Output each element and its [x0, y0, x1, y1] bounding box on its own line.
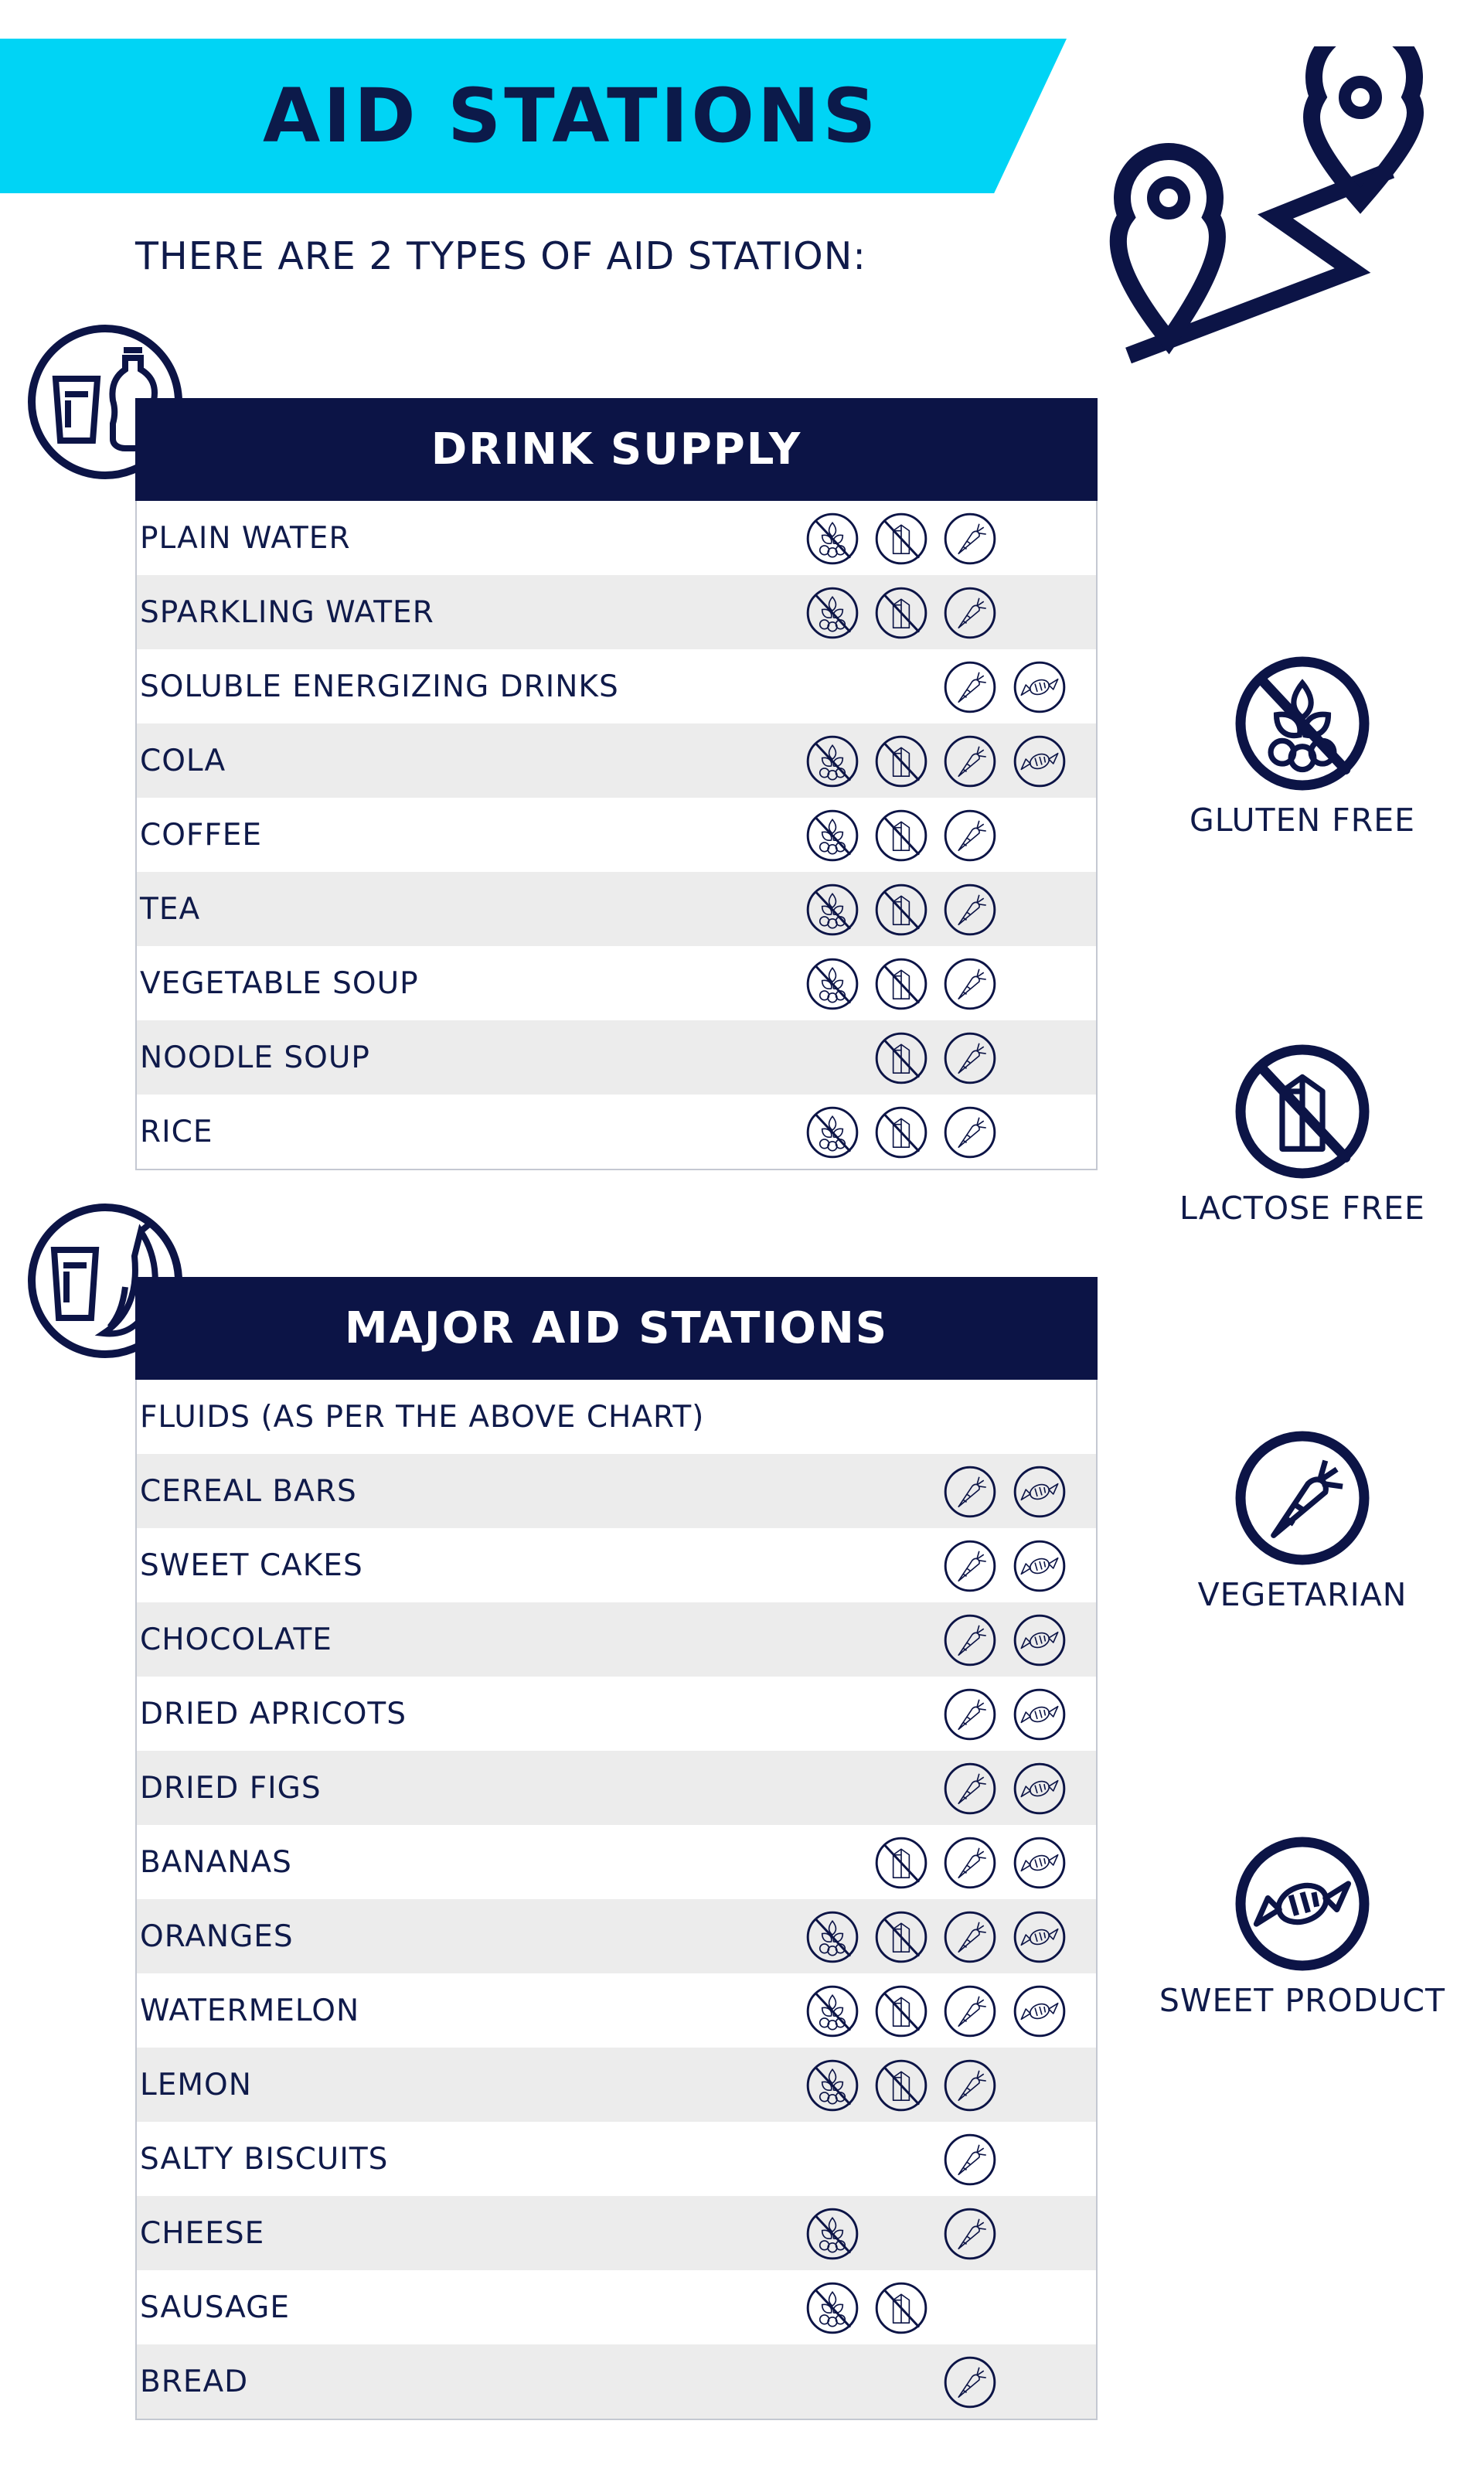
- drink-supply-heading: DRINK SUPPLY: [135, 398, 1098, 501]
- legend-label-vegetarian: VEGETARIAN: [1197, 1576, 1407, 1613]
- row-label: SWEET CAKES: [140, 1547, 363, 1583]
- table-row: [137, 946, 1096, 1020]
- table-row: [137, 1528, 1096, 1602]
- row-label: COLA: [140, 743, 226, 778]
- row-label: SALTY BISCUITS: [140, 2141, 389, 2177]
- lactose-free-icon: [873, 2279, 930, 2337]
- row-label: SOLUBLE ENERGIZING DRINKS: [140, 669, 619, 704]
- vegetarian-icon: [941, 1760, 999, 1817]
- sweet-product-icon: [1011, 1760, 1068, 1817]
- lactose-free-icon: [873, 733, 930, 790]
- row-label: PLAIN WATER: [140, 520, 351, 556]
- lactose-free-icon: [873, 2057, 930, 2114]
- vegetarian-icon: [941, 807, 999, 864]
- vegetarian-icon: [941, 1983, 999, 2040]
- table-row: [137, 575, 1096, 649]
- lactose-free-icon: [1230, 1040, 1374, 1183]
- table-row: [137, 1899, 1096, 1973]
- row-label: CHOCOLATE: [140, 1622, 332, 1657]
- gluten-free-icon: [804, 1104, 861, 1161]
- table-row: [137, 1677, 1096, 1751]
- lactose-free-icon: [873, 881, 930, 938]
- legend-label-gluten-free: GLUTEN FREE: [1189, 802, 1416, 839]
- table-row: [137, 723, 1096, 798]
- gluten-free-icon: [804, 584, 861, 642]
- row-label: TEA: [140, 891, 201, 927]
- sweet-product-icon: [1011, 1834, 1068, 1891]
- vegetarian-icon: [941, 2354, 999, 2411]
- vegetarian-icon: [941, 510, 999, 567]
- row-label: CHEESE: [140, 2215, 265, 2251]
- vegetarian-icon: [941, 1537, 999, 1595]
- table-row: [137, 1095, 1096, 1169]
- vegetarian-icon: [941, 1834, 999, 1891]
- gluten-free-icon: [804, 2279, 861, 2337]
- lactose-free-icon: [873, 1983, 930, 2040]
- gluten-free-icon: [804, 1908, 861, 1966]
- table-row: [137, 1602, 1096, 1677]
- sweet-product-icon: [1011, 1612, 1068, 1669]
- row-label: DRIED APRICOTS: [140, 1696, 407, 1731]
- table-row: [137, 1380, 1096, 1454]
- intro-text: THERE ARE 2 TYPES OF AID STATION:: [135, 234, 866, 278]
- vegetarian-icon: [941, 659, 999, 716]
- gluten-free-icon: [804, 2057, 861, 2114]
- gluten-free-icon: [804, 2205, 861, 2262]
- drink-supply-table: [135, 398, 1098, 1170]
- lactose-free-icon: [873, 955, 930, 1013]
- vegetarian-icon: [941, 2131, 999, 2188]
- vegetarian-icon: [941, 733, 999, 790]
- table-row: [137, 649, 1096, 723]
- gluten-free-icon: [804, 955, 861, 1013]
- row-label: SAUSAGE: [140, 2290, 291, 2325]
- sweet-product-icon: [1011, 1463, 1068, 1520]
- lactose-free-icon: [873, 807, 930, 864]
- row-label: LEMON: [140, 2067, 252, 2102]
- row-label: ORANGES: [140, 1919, 294, 1954]
- table-row: [137, 872, 1096, 946]
- legend-vegetarian: [1132, 1426, 1472, 1613]
- sweet-product-icon: [1011, 659, 1068, 716]
- major-aid-rows: [137, 1380, 1096, 2419]
- row-label: NOODLE SOUP: [140, 1040, 370, 1075]
- table-row: [137, 1751, 1096, 1825]
- vegetarian-icon: [1230, 1426, 1374, 1570]
- gluten-free-icon: [804, 881, 861, 938]
- sweet-product-icon: [1011, 1686, 1068, 1743]
- vegetarian-icon: [941, 1908, 999, 1966]
- major-aid-table: [135, 1277, 1098, 2420]
- table-row: [137, 1825, 1096, 1899]
- table-row: [137, 2122, 1096, 2196]
- gluten-free-icon: [1230, 652, 1374, 795]
- row-label: CEREAL BARS: [140, 1473, 357, 1509]
- vegetarian-icon: [941, 955, 999, 1013]
- row-label: VEGETABLE SOUP: [140, 965, 419, 1001]
- legend-gluten-free: [1132, 652, 1472, 839]
- legend-label-sweet-product: SWEET PRODUCT: [1159, 1982, 1446, 2019]
- legend-label-lactose-free: LACTOSE FREE: [1179, 1190, 1425, 1227]
- row-label: WATERMELON: [140, 1993, 360, 2028]
- table-row: [137, 798, 1096, 872]
- row-label: BREAD: [140, 2364, 249, 2399]
- table-row: [137, 2048, 1096, 2122]
- lactose-free-icon: [873, 584, 930, 642]
- row-label: COFFEE: [140, 817, 263, 853]
- legend-lactose-free: [1132, 1040, 1472, 1227]
- legend-sweet-product: [1132, 1832, 1472, 2019]
- gluten-free-icon: [804, 733, 861, 790]
- table-row: [137, 501, 1096, 575]
- row-label: BANANAS: [140, 1844, 292, 1880]
- gluten-free-icon: [804, 1983, 861, 2040]
- table-row: [137, 1973, 1096, 2048]
- page-title: AID STATIONS: [263, 73, 880, 159]
- table-row: [137, 2196, 1096, 2270]
- vegetarian-icon: [941, 584, 999, 642]
- lactose-free-icon: [873, 1104, 930, 1161]
- gluten-free-icon: [804, 510, 861, 567]
- table-row: [137, 2270, 1096, 2344]
- map-route-icon: [1098, 46, 1438, 386]
- sweet-product-icon: [1011, 1537, 1068, 1595]
- row-label: FLUIDS (AS PER THE ABOVE CHART): [140, 1399, 705, 1435]
- vegetarian-icon: [941, 2205, 999, 2262]
- vegetarian-icon: [941, 881, 999, 938]
- row-label: RICE: [140, 1114, 213, 1149]
- gluten-free-icon: [804, 807, 861, 864]
- vegetarian-icon: [941, 2057, 999, 2114]
- table-row: [137, 2344, 1096, 2419]
- drink-supply-rows: [137, 501, 1096, 1169]
- lactose-free-icon: [873, 1908, 930, 1966]
- vegetarian-icon: [941, 1030, 999, 1087]
- vegetarian-icon: [941, 1612, 999, 1669]
- sweet-product-icon: [1011, 733, 1068, 790]
- lactose-free-icon: [873, 510, 930, 567]
- vegetarian-icon: [941, 1686, 999, 1743]
- row-label: SPARKLING WATER: [140, 594, 434, 630]
- table-row: [137, 1454, 1096, 1528]
- table-row: [137, 1020, 1096, 1095]
- row-label: DRIED FIGS: [140, 1770, 322, 1806]
- vegetarian-icon: [941, 1104, 999, 1161]
- lactose-free-icon: [873, 1030, 930, 1087]
- major-aid-heading: MAJOR AID STATIONS: [135, 1277, 1098, 1380]
- sweet-product-icon: [1011, 1908, 1068, 1966]
- sweet-product-icon: [1011, 1983, 1068, 2040]
- vegetarian-icon: [941, 1463, 999, 1520]
- lactose-free-icon: [873, 1834, 930, 1891]
- sweet-product-icon: [1230, 1832, 1374, 1976]
